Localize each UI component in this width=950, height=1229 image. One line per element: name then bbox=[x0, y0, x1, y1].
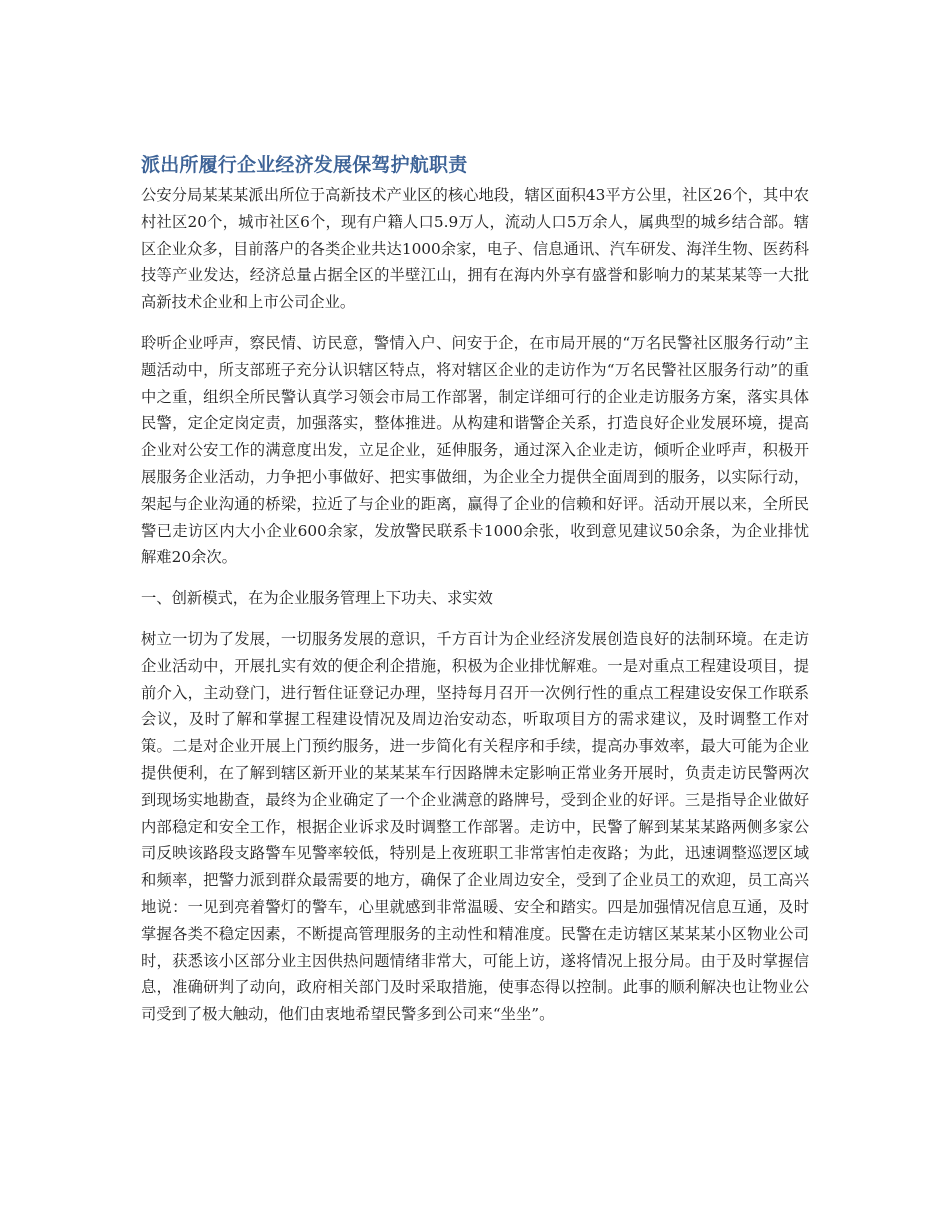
document-body bbox=[141, 150, 809, 1042]
document-title: 派出所履行企业经济发展保驾护航职责 bbox=[141, 154, 468, 176]
section-paragraph: 树立一切为了发展，一切服务发展的意识，千方百计为企业经济发展创造良好的法制环境。在走访企业活动中，开展扎实有效的便企利企措施，积极为企业排忧解难。一是对重点工程建设项目，提前介入，主动登门，进行暂住证登记办理，坚持每月召开一次例行性的重点工程建设安保工作联系会议，及时了解和掌握工程建设情况及周边治安动态，听取项目方的需求建议，及时调整工作对策。二是对企业开展上门预约服务，进一步简化有关程序和手续，提高办事效率，最大可能为企业提供便利，在了解到辖区新开业的某某某车行因路牌未定影响正常业务开展时，负责走访民警两次到现场实地勘查，最终为企业确定了一个企业满意的路牌号，受到企业的好评。三是指导企业做好内部稳定和安全工作，根据企业诉求及时调整工作部署。走访中，民警了解到某某某路两侧多家公司反映该路段支路警车见警率较低，特别是上夜班职工非常害怕走夜路；为此，迅速调整巡逻区域和频率，把警力派到群众最需要的地方，确保了企业周边安全，受到了企业员工的欢迎，员工高兴地说：一见到亮着警灯的警车，心里就感到非常温暖、安全和踏实。四是加强情况信息互通，及时掌握各类不稳定因素，不断提高管理服务的主动性和精准度。民警在走访辖区某某某小区物业公司时，获悉该小区部分业主因供热问题情绪非常大，可能上访，遂将情况上报分局。由于及时掌握信息，准确研判了动向，政府相关部门及时采取措施，使事态得以控制。此事的顺利解决也让物业公司受到了极大触动，他们由衷地希望民警多到公司来“坐坐”。 bbox=[141, 629, 809, 1024]
section-heading: 一、创新模式，在为企业服务管理上下功夫、求实效 bbox=[141, 589, 493, 608]
intro-paragraph: 公安分局某某某派出所位于高新技术产业区的核心地段，辖区面积43平方公里，社区26个，其中农村社区20个，城市社区6个，现有户籍人口5.9万人，流动人口5万余人，属典型的城乡结合部。辖区企业众多，目前落户的各类企业共达1000余家，电子、信息通讯、汽车研发、海洋生物、医药科技等产业发达，经济总量占据全区的半壁江山，拥有在海内外享有盛誉和影响力的某某某等一大批高新技术企业和上市公司企业。 bbox=[141, 186, 809, 312]
activity-paragraph: 聆听企业呼声，察民情、访民意，警情入户、问安于企，在市局开展的“万名民警社区服务行动”主题活动中，所支部班子充分认识辖区特点，将对辖区企业的走访作为“万名民警社区服务行动”的重中之重，组织全所民警认真学习领会市局工作部署，制定详细可行的企业走访服务方案，落实具体民警，定企定岗定责，加强落实，整体推进。从构建和谐警企关系，打造良好企业发展环境，提高企业对公安工作的满意度出发，立足企业，延伸服务，通过深入企业走访，倾听企业呼声，积极开展服务企业活动，力争把小事做好、把实事做细，为企业全力提供全面周到的服务，以实际行动，架起与企业沟通的桥梁，拉近了与企业的距离，赢得了企业的信赖和好评。活动开展以来，全所民警已走访区内大小企业600余家，发放警民联系卡1000余张，收到意见建议50余条，为企业排忧解难20余次。 bbox=[141, 333, 809, 567]
